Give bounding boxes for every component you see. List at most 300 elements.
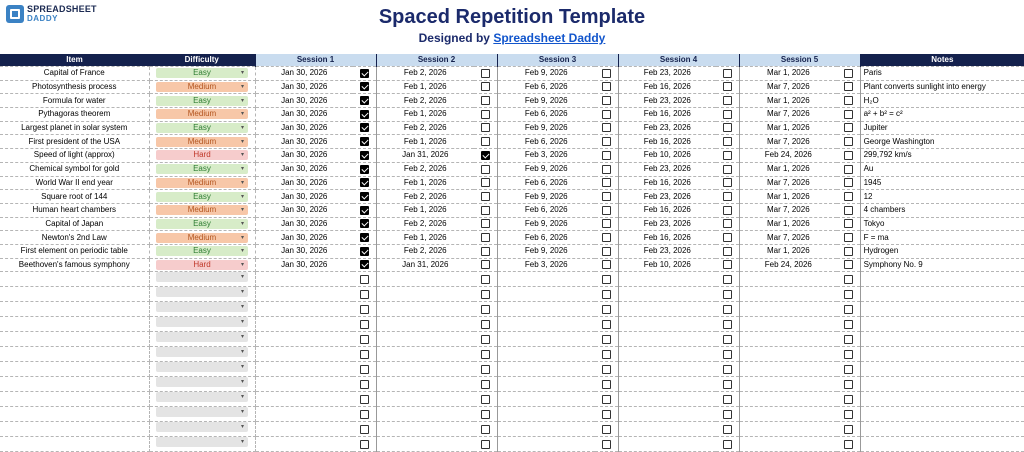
notes-cell[interactable]: a² + b² = c² — [860, 108, 1024, 122]
session-checkbox[interactable] — [844, 380, 853, 389]
session-date-cell[interactable] — [376, 332, 474, 347]
session-date-cell[interactable] — [497, 347, 595, 362]
session-checkbox[interactable] — [844, 137, 853, 146]
difficulty-dropdown[interactable] — [156, 377, 248, 387]
session-date-cell[interactable] — [376, 272, 474, 287]
item-cell[interactable] — [0, 407, 149, 422]
session-checkbox[interactable] — [723, 165, 732, 174]
session-date-cell[interactable]: Feb 6, 2026 — [497, 108, 595, 122]
session-date-cell[interactable]: Jan 30, 2026 — [255, 108, 353, 122]
session-date-cell[interactable] — [376, 392, 474, 407]
session-checkbox[interactable] — [844, 320, 853, 329]
session-checkbox[interactable] — [844, 335, 853, 344]
session-date-cell[interactable]: Feb 2, 2026 — [376, 217, 474, 231]
difficulty-dropdown[interactable] — [156, 422, 248, 432]
session-checkbox[interactable] — [481, 110, 490, 119]
session-date-cell[interactable]: Feb 3, 2026 — [497, 258, 595, 272]
session-date-cell[interactable]: Jan 31, 2026 — [376, 258, 474, 272]
session-date-cell[interactable] — [255, 347, 353, 362]
session-checkbox[interactable] — [844, 110, 853, 119]
item-cell[interactable]: Square root of 144 — [0, 190, 149, 204]
session-date-cell[interactable] — [497, 422, 595, 437]
session-checkbox[interactable] — [844, 165, 853, 174]
session-date-cell[interactable]: Feb 23, 2026 — [618, 94, 716, 108]
session-date-cell[interactable] — [618, 302, 716, 317]
session-date-cell[interactable]: Feb 1, 2026 — [376, 231, 474, 245]
session-date-cell[interactable] — [497, 302, 595, 317]
difficulty-dropdown[interactable] — [156, 392, 248, 402]
session-date-cell[interactable] — [376, 302, 474, 317]
session-checkbox[interactable] — [602, 233, 611, 242]
session-date-cell[interactable]: Feb 2, 2026 — [376, 244, 474, 258]
item-cell[interactable] — [0, 437, 149, 452]
session-checkbox[interactable] — [360, 206, 369, 215]
difficulty-dropdown[interactable]: Medium ▾ — [156, 233, 248, 243]
session-checkbox[interactable] — [723, 365, 732, 374]
item-cell[interactable]: First president of the USA — [0, 135, 149, 149]
session-checkbox[interactable] — [844, 350, 853, 359]
session-date-cell[interactable]: Jan 30, 2026 — [255, 231, 353, 245]
difficulty-dropdown[interactable]: Medium ▾ — [156, 82, 248, 92]
session-checkbox[interactable] — [844, 290, 853, 299]
session-checkbox[interactable] — [481, 260, 490, 269]
difficulty-cell[interactable] — [149, 407, 255, 422]
session-checkbox[interactable] — [360, 395, 369, 404]
session-date-cell[interactable]: Jan 30, 2026 — [255, 121, 353, 135]
difficulty-dropdown[interactable] — [156, 407, 248, 417]
difficulty-dropdown[interactable] — [156, 347, 248, 357]
difficulty-cell[interactable] — [149, 244, 255, 258]
session-date-cell[interactable] — [497, 317, 595, 332]
session-date-cell[interactable] — [618, 332, 716, 347]
session-checkbox[interactable] — [481, 233, 490, 242]
item-cell[interactable]: Newton's 2nd Law — [0, 231, 149, 245]
session-date-cell[interactable] — [497, 377, 595, 392]
notes-cell[interactable] — [860, 332, 1024, 347]
session-date-cell[interactable] — [255, 317, 353, 332]
session-checkbox[interactable] — [844, 206, 853, 215]
notes-cell[interactable] — [860, 377, 1024, 392]
session-date-cell[interactable]: Feb 16, 2026 — [618, 80, 716, 94]
session-checkbox[interactable] — [481, 82, 490, 91]
session-date-cell[interactable]: Feb 6, 2026 — [497, 135, 595, 149]
session-checkbox[interactable] — [723, 440, 732, 449]
difficulty-dropdown[interactable]: Medium ▾ — [156, 205, 248, 215]
session-checkbox[interactable] — [360, 247, 369, 256]
difficulty-cell[interactable] — [149, 162, 255, 176]
session-checkbox[interactable] — [723, 350, 732, 359]
session-checkbox[interactable] — [360, 305, 369, 314]
item-cell[interactable]: Pythagoras theorem — [0, 108, 149, 122]
session-checkbox[interactable] — [723, 123, 732, 132]
session-checkbox[interactable] — [481, 123, 490, 132]
session-checkbox[interactable] — [481, 96, 490, 105]
session-checkbox[interactable] — [723, 151, 732, 160]
session-date-cell[interactable]: Mar 1, 2026 — [739, 217, 837, 231]
session-date-cell[interactable] — [376, 437, 474, 452]
session-date-cell[interactable] — [739, 422, 837, 437]
difficulty-cell[interactable] — [149, 121, 255, 135]
session-checkbox[interactable] — [844, 219, 853, 228]
difficulty-cell[interactable] — [149, 302, 255, 317]
item-cell[interactable]: First element on periodic table — [0, 244, 149, 258]
notes-cell[interactable] — [860, 437, 1024, 452]
session-date-cell[interactable]: Mar 1, 2026 — [739, 162, 837, 176]
session-date-cell[interactable] — [739, 317, 837, 332]
session-checkbox[interactable] — [723, 247, 732, 256]
session-date-cell[interactable]: Jan 31, 2026 — [376, 149, 474, 163]
session-date-cell[interactable] — [618, 422, 716, 437]
notes-cell[interactable] — [860, 272, 1024, 287]
notes-cell[interactable]: Tokyo — [860, 217, 1024, 231]
difficulty-cell[interactable] — [149, 176, 255, 190]
session-checkbox[interactable] — [723, 137, 732, 146]
session-date-cell[interactable]: Jan 30, 2026 — [255, 94, 353, 108]
difficulty-dropdown[interactable]: Medium ▾ — [156, 109, 248, 119]
session-date-cell[interactable] — [618, 272, 716, 287]
session-date-cell[interactable]: Feb 23, 2026 — [618, 190, 716, 204]
notes-cell[interactable] — [860, 362, 1024, 377]
session-checkbox[interactable] — [602, 410, 611, 419]
notes-cell[interactable]: 12 — [860, 190, 1024, 204]
session-date-cell[interactable]: Mar 7, 2026 — [739, 231, 837, 245]
item-cell[interactable] — [0, 332, 149, 347]
session-date-cell[interactable] — [739, 437, 837, 452]
session-checkbox[interactable] — [481, 380, 490, 389]
session-date-cell[interactable] — [739, 272, 837, 287]
session-checkbox[interactable] — [844, 365, 853, 374]
item-cell[interactable] — [0, 302, 149, 317]
difficulty-cell[interactable] — [149, 108, 255, 122]
session-date-cell[interactable]: Feb 6, 2026 — [497, 176, 595, 190]
session-date-cell[interactable]: Feb 16, 2026 — [618, 203, 716, 217]
session-checkbox[interactable] — [481, 425, 490, 434]
session-checkbox[interactable] — [602, 425, 611, 434]
item-cell[interactable] — [0, 272, 149, 287]
session-date-cell[interactable] — [497, 272, 595, 287]
session-checkbox[interactable] — [602, 290, 611, 299]
session-date-cell[interactable] — [255, 287, 353, 302]
session-checkbox[interactable] — [360, 219, 369, 228]
difficulty-cell[interactable] — [149, 231, 255, 245]
session-checkbox[interactable] — [844, 178, 853, 187]
session-date-cell[interactable]: Mar 7, 2026 — [739, 80, 837, 94]
session-checkbox[interactable] — [844, 151, 853, 160]
difficulty-cell[interactable] — [149, 437, 255, 452]
session-checkbox[interactable] — [844, 69, 853, 78]
difficulty-cell[interactable] — [149, 362, 255, 377]
difficulty-dropdown[interactable] — [156, 302, 248, 312]
session-checkbox[interactable] — [723, 96, 732, 105]
session-checkbox[interactable] — [360, 440, 369, 449]
session-checkbox[interactable] — [481, 178, 490, 187]
session-date-cell[interactable] — [739, 377, 837, 392]
difficulty-dropdown[interactable] — [156, 287, 248, 297]
session-date-cell[interactable]: Mar 7, 2026 — [739, 176, 837, 190]
session-checkbox[interactable] — [602, 350, 611, 359]
session-checkbox[interactable] — [602, 82, 611, 91]
difficulty-cell[interactable] — [149, 287, 255, 302]
session-checkbox[interactable] — [481, 395, 490, 404]
difficulty-dropdown[interactable]: Easy ▾ — [156, 123, 248, 133]
notes-cell[interactable]: Au — [860, 162, 1024, 176]
session-checkbox[interactable] — [360, 380, 369, 389]
session-checkbox[interactable] — [602, 440, 611, 449]
notes-cell[interactable]: Plant converts sunlight into energy — [860, 80, 1024, 94]
session-checkbox[interactable] — [360, 123, 369, 132]
session-date-cell[interactable]: Mar 1, 2026 — [739, 190, 837, 204]
session-date-cell[interactable] — [497, 437, 595, 452]
item-cell[interactable] — [0, 347, 149, 362]
session-date-cell[interactable]: Feb 16, 2026 — [618, 231, 716, 245]
difficulty-dropdown[interactable]: Hard ▾ — [156, 260, 248, 270]
session-date-cell[interactable] — [255, 392, 353, 407]
session-checkbox[interactable] — [360, 233, 369, 242]
item-cell[interactable]: Beethoven's famous symphony — [0, 258, 149, 272]
session-checkbox[interactable] — [360, 151, 369, 160]
item-cell[interactable]: Capital of Japan — [0, 217, 149, 231]
session-checkbox[interactable] — [602, 206, 611, 215]
session-date-cell[interactable]: Feb 16, 2026 — [618, 176, 716, 190]
session-date-cell[interactable] — [255, 362, 353, 377]
session-date-cell[interactable]: Mar 1, 2026 — [739, 94, 837, 108]
session-date-cell[interactable]: Feb 16, 2026 — [618, 135, 716, 149]
session-checkbox[interactable] — [602, 178, 611, 187]
notes-cell[interactable]: Paris — [860, 67, 1024, 81]
session-date-cell[interactable]: Jan 30, 2026 — [255, 80, 353, 94]
session-date-cell[interactable]: Feb 2, 2026 — [376, 67, 474, 81]
notes-cell[interactable] — [860, 302, 1024, 317]
session-checkbox[interactable] — [723, 380, 732, 389]
item-cell[interactable]: Formula for water — [0, 94, 149, 108]
session-checkbox[interactable] — [602, 151, 611, 160]
session-date-cell[interactable]: Feb 2, 2026 — [376, 190, 474, 204]
session-date-cell[interactable] — [618, 437, 716, 452]
session-date-cell[interactable]: Mar 7, 2026 — [739, 108, 837, 122]
session-checkbox[interactable] — [723, 290, 732, 299]
session-checkbox[interactable] — [844, 123, 853, 132]
session-date-cell[interactable]: Feb 24, 2026 — [739, 149, 837, 163]
session-date-cell[interactable]: Feb 9, 2026 — [497, 121, 595, 135]
session-checkbox[interactable] — [360, 137, 369, 146]
session-date-cell[interactable]: Feb 9, 2026 — [497, 244, 595, 258]
notes-cell[interactable]: Jupiter — [860, 121, 1024, 135]
difficulty-cell[interactable] — [149, 94, 255, 108]
difficulty-dropdown[interactable]: Easy ▾ — [156, 192, 248, 202]
session-checkbox[interactable] — [602, 260, 611, 269]
session-date-cell[interactable]: Mar 7, 2026 — [739, 135, 837, 149]
session-checkbox[interactable] — [844, 82, 853, 91]
session-checkbox[interactable] — [360, 335, 369, 344]
session-date-cell[interactable]: Feb 1, 2026 — [376, 135, 474, 149]
session-date-cell[interactable]: Jan 30, 2026 — [255, 217, 353, 231]
item-cell[interactable]: Speed of light (approx) — [0, 149, 149, 163]
difficulty-cell[interactable] — [149, 377, 255, 392]
session-checkbox[interactable] — [360, 260, 369, 269]
session-checkbox[interactable] — [844, 275, 853, 284]
session-checkbox[interactable] — [723, 69, 732, 78]
notes-cell[interactable] — [860, 287, 1024, 302]
difficulty-dropdown[interactable]: Easy ▾ — [156, 68, 248, 78]
session-date-cell[interactable] — [618, 287, 716, 302]
session-date-cell[interactable]: Jan 30, 2026 — [255, 135, 353, 149]
session-date-cell[interactable] — [497, 332, 595, 347]
session-date-cell[interactable]: Feb 10, 2026 — [618, 149, 716, 163]
difficulty-cell[interactable] — [149, 149, 255, 163]
session-checkbox[interactable] — [844, 233, 853, 242]
notes-cell[interactable]: F = ma — [860, 231, 1024, 245]
difficulty-cell[interactable] — [149, 258, 255, 272]
session-date-cell[interactable] — [739, 287, 837, 302]
designer-link[interactable]: Spreadsheet Daddy — [493, 31, 606, 45]
difficulty-cell[interactable] — [149, 80, 255, 94]
session-checkbox[interactable] — [602, 110, 611, 119]
session-checkbox[interactable] — [723, 206, 732, 215]
session-checkbox[interactable] — [481, 320, 490, 329]
difficulty-cell[interactable] — [149, 217, 255, 231]
session-checkbox[interactable] — [723, 395, 732, 404]
session-date-cell[interactable]: Feb 6, 2026 — [497, 80, 595, 94]
item-cell[interactable]: Largest planet in solar system — [0, 121, 149, 135]
session-date-cell[interactable]: Feb 9, 2026 — [497, 162, 595, 176]
session-date-cell[interactable] — [255, 407, 353, 422]
session-checkbox[interactable] — [481, 206, 490, 215]
session-date-cell[interactable] — [376, 347, 474, 362]
session-checkbox[interactable] — [844, 440, 853, 449]
session-checkbox[interactable] — [723, 233, 732, 242]
session-date-cell[interactable] — [739, 392, 837, 407]
session-date-cell[interactable]: Feb 23, 2026 — [618, 67, 716, 81]
session-date-cell[interactable]: Feb 10, 2026 — [618, 258, 716, 272]
session-checkbox[interactable] — [723, 320, 732, 329]
notes-cell[interactable]: 4 chambers — [860, 203, 1024, 217]
notes-cell[interactable] — [860, 422, 1024, 437]
session-date-cell[interactable] — [255, 272, 353, 287]
difficulty-dropdown[interactable]: Easy ▾ — [156, 246, 248, 256]
session-checkbox[interactable] — [602, 192, 611, 201]
session-checkbox[interactable] — [844, 305, 853, 314]
session-date-cell[interactable]: Feb 9, 2026 — [497, 67, 595, 81]
session-checkbox[interactable] — [481, 165, 490, 174]
difficulty-cell[interactable] — [149, 317, 255, 332]
notes-cell[interactable]: 299,792 km/s — [860, 149, 1024, 163]
difficulty-dropdown[interactable] — [156, 437, 248, 447]
session-date-cell[interactable]: Mar 1, 2026 — [739, 67, 837, 81]
notes-cell[interactable]: Hydrogen — [860, 244, 1024, 258]
item-cell[interactable] — [0, 377, 149, 392]
session-date-cell[interactable] — [739, 302, 837, 317]
session-checkbox[interactable] — [723, 219, 732, 228]
item-cell[interactable]: Chemical symbol for gold — [0, 162, 149, 176]
session-date-cell[interactable] — [618, 392, 716, 407]
difficulty-dropdown[interactable]: Easy ▾ — [156, 96, 248, 106]
session-date-cell[interactable]: Jan 30, 2026 — [255, 67, 353, 81]
session-date-cell[interactable] — [255, 377, 353, 392]
session-date-cell[interactable]: Jan 30, 2026 — [255, 162, 353, 176]
session-date-cell[interactable]: Feb 1, 2026 — [376, 203, 474, 217]
session-date-cell[interactable]: Feb 6, 2026 — [497, 231, 595, 245]
session-checkbox[interactable] — [723, 410, 732, 419]
session-checkbox[interactable] — [360, 350, 369, 359]
session-date-cell[interactable] — [497, 407, 595, 422]
session-date-cell[interactable] — [376, 377, 474, 392]
difficulty-dropdown[interactable]: Hard ▾ — [156, 150, 248, 160]
session-date-cell[interactable] — [739, 332, 837, 347]
session-checkbox[interactable] — [602, 335, 611, 344]
session-date-cell[interactable] — [376, 407, 474, 422]
session-checkbox[interactable] — [360, 82, 369, 91]
session-checkbox[interactable] — [602, 123, 611, 132]
session-checkbox[interactable] — [481, 275, 490, 284]
session-checkbox[interactable] — [602, 247, 611, 256]
session-date-cell[interactable]: Feb 23, 2026 — [618, 121, 716, 135]
session-date-cell[interactable]: Feb 23, 2026 — [618, 162, 716, 176]
session-date-cell[interactable]: Mar 7, 2026 — [739, 203, 837, 217]
session-checkbox[interactable] — [602, 365, 611, 374]
session-date-cell[interactable] — [618, 377, 716, 392]
session-checkbox[interactable] — [481, 365, 490, 374]
session-date-cell[interactable]: Jan 30, 2026 — [255, 176, 353, 190]
session-checkbox[interactable] — [602, 320, 611, 329]
session-date-cell[interactable]: Feb 9, 2026 — [497, 217, 595, 231]
difficulty-cell[interactable] — [149, 203, 255, 217]
notes-cell[interactable] — [860, 392, 1024, 407]
session-date-cell[interactable] — [739, 407, 837, 422]
difficulty-cell[interactable] — [149, 67, 255, 81]
difficulty-cell[interactable] — [149, 392, 255, 407]
item-cell[interactable] — [0, 392, 149, 407]
item-cell[interactable] — [0, 362, 149, 377]
session-checkbox[interactable] — [723, 275, 732, 284]
session-date-cell[interactable]: Jan 30, 2026 — [255, 258, 353, 272]
session-checkbox[interactable] — [481, 335, 490, 344]
session-date-cell[interactable]: Feb 3, 2026 — [497, 149, 595, 163]
difficulty-dropdown[interactable] — [156, 317, 248, 327]
session-checkbox[interactable] — [481, 410, 490, 419]
session-date-cell[interactable]: Feb 1, 2026 — [376, 108, 474, 122]
session-date-cell[interactable]: Jan 30, 2026 — [255, 244, 353, 258]
session-checkbox[interactable] — [360, 192, 369, 201]
session-date-cell[interactable]: Jan 30, 2026 — [255, 190, 353, 204]
session-date-cell[interactable] — [376, 362, 474, 377]
session-date-cell[interactable]: Feb 2, 2026 — [376, 121, 474, 135]
difficulty-dropdown[interactable] — [156, 362, 248, 372]
session-checkbox[interactable] — [481, 192, 490, 201]
notes-cell[interactable] — [860, 347, 1024, 362]
difficulty-dropdown[interactable] — [156, 272, 248, 282]
difficulty-cell[interactable] — [149, 347, 255, 362]
session-date-cell[interactable] — [497, 392, 595, 407]
difficulty-cell[interactable] — [149, 272, 255, 287]
session-checkbox[interactable] — [844, 192, 853, 201]
notes-cell[interactable]: George Washington — [860, 135, 1024, 149]
session-date-cell[interactable]: Feb 1, 2026 — [376, 176, 474, 190]
session-date-cell[interactable] — [497, 362, 595, 377]
session-date-cell[interactable] — [739, 362, 837, 377]
session-checkbox[interactable] — [723, 425, 732, 434]
item-cell[interactable] — [0, 287, 149, 302]
item-cell[interactable]: World War II end year — [0, 176, 149, 190]
session-checkbox[interactable] — [723, 305, 732, 314]
notes-cell[interactable]: H₂O — [860, 94, 1024, 108]
session-date-cell[interactable] — [618, 362, 716, 377]
difficulty-dropdown[interactable]: Medium ▾ — [156, 137, 248, 147]
session-date-cell[interactable] — [255, 302, 353, 317]
session-checkbox[interactable] — [844, 425, 853, 434]
session-checkbox[interactable] — [723, 335, 732, 344]
notes-cell[interactable] — [860, 407, 1024, 422]
session-date-cell[interactable] — [376, 317, 474, 332]
